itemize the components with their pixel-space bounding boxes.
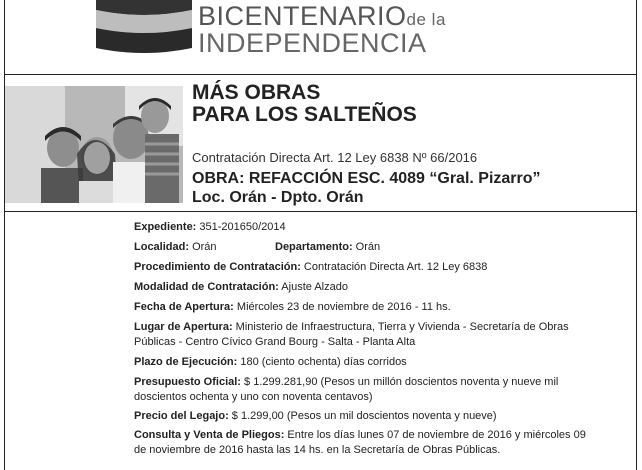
presupuesto-row — [134, 375, 558, 390]
fecha-value: Miércoles 23 de noviembre de 2016 - 11 hs. — [233, 301, 451, 313]
departamento-row — [275, 240, 380, 255]
expediente-row — [134, 220, 286, 235]
fecha-label: Fecha de Apertura: — [134, 301, 234, 313]
headline-line2: PARA LOS SALTEÑOS — [192, 103, 417, 126]
obra-line2: Loc. Orán - Dpto. Orán — [192, 189, 364, 206]
headline-line1: MÁS OBRAS — [192, 81, 321, 104]
lugar-label: Lugar de Apertura: — [134, 321, 233, 333]
header-title-small: de la — [406, 10, 446, 29]
expediente-label: Expediente: — [134, 221, 197, 233]
header — [0, 0, 642, 70]
precio-value: $ 1.299,00 (Pesos un mil doscientos noventa y nueve) — [228, 410, 497, 422]
consulta-row — [134, 428, 586, 443]
contract-reference: Contratación Directa Art. 12 Ley 6838 Nº 66/2016 — [192, 150, 478, 165]
procedimiento-label: Procedimiento de Contratación: — [134, 261, 301, 273]
modalidad-row — [134, 280, 348, 295]
modalidad-value: Ajuste Alzado — [278, 281, 348, 293]
divider-middle — [4, 211, 637, 212]
obra-title — [192, 169, 541, 207]
localidad-row — [134, 240, 217, 255]
consulta-label: Consulta y Venta de Pliegos: — [134, 429, 285, 441]
family-photo — [5, 86, 183, 203]
lugar-row-cont — [134, 335, 415, 350]
modalidad-label: Modalidad de Contratación: — [134, 281, 279, 293]
localidad-label: Localidad: — [134, 241, 190, 253]
presupuesto-row-cont — [134, 390, 373, 405]
plazo-label: Plazo de Ejecución: — [134, 356, 238, 368]
lugar-value-line2: Públicas - Centro Cívico Grand Bourg - Salta - Planta Alta — [134, 336, 416, 348]
presupuesto-label: Presupuesto Oficial: — [134, 376, 241, 388]
localidad-value: Orán — [189, 241, 217, 253]
precio-label: Precio del Legajo: — [134, 410, 229, 422]
presupuesto-value-line1: $ 1.299.281,90 (Pesos un millón doscientos noventa y nueve mil — [240, 376, 559, 388]
header-title-word: BICENTENARIO — [198, 1, 407, 31]
plazo-value: 180 (ciento ochenta) días corridos — [237, 356, 407, 368]
consulta-value-line2: de noviembre de 2016 hasta las 14 hs. en la Secretaría de Obras Públicas. — [134, 444, 501, 456]
fecha-row — [134, 300, 451, 315]
headline — [192, 82, 417, 126]
presupuesto-value-line2: doscientos ochenta y uno con noventa centavos) — [134, 391, 373, 403]
departamento-value: Orán — [352, 241, 381, 253]
consulta-row-cont — [134, 443, 500, 458]
obra-line1: OBRA: REFACCIÓN ESC. 4089 “Gral. Pizarro” — [192, 170, 541, 187]
lugar-row — [134, 320, 569, 335]
departamento-label: Departamento: — [275, 241, 353, 253]
expediente-value: 351-201650/2014 — [196, 221, 286, 233]
procedimiento-row — [134, 260, 487, 275]
procedimiento-value: Contratación Directa Art. 12 Ley 6838 — [300, 261, 488, 273]
lugar-value-line1: Ministerio de Infraestructura, Tierra y Vivienda - Secretaría de Obras — [232, 321, 569, 333]
precio-row — [134, 409, 497, 424]
consulta-value-line1: Entre los días lunes 07 de noviembre de 2016 y miércoles 09 — [284, 429, 586, 441]
plazo-row — [134, 355, 407, 370]
divider-top — [4, 74, 637, 75]
flag-logo-icon — [96, 0, 192, 54]
header-title-line2: INDEPENDENCIA — [198, 28, 427, 58]
